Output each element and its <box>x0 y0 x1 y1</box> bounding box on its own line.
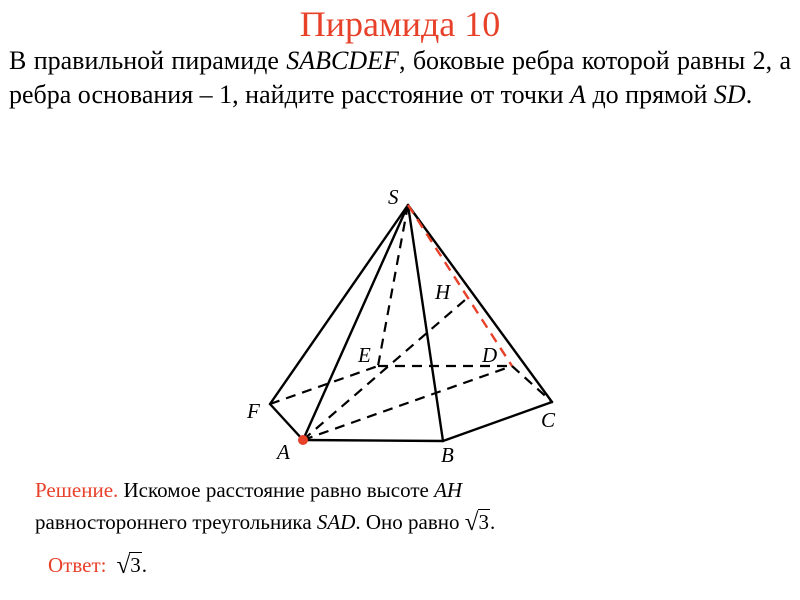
problem-text-4: . <box>745 80 753 109</box>
edge-fa <box>270 404 303 440</box>
label-e: E <box>358 343 371 367</box>
edge-sa <box>303 205 408 440</box>
height-ah: AH <box>434 478 463 502</box>
edge-se-hidden <box>378 205 408 366</box>
solution-text-4: . <box>490 510 496 534</box>
radicand: 3 <box>478 510 490 534</box>
answer-line <box>48 550 147 581</box>
segment-ad-hidden <box>303 366 512 440</box>
edge-sd-highlight <box>408 205 512 366</box>
answer-sqrt <box>116 550 141 581</box>
answer-label: Ответ: <box>48 553 107 577</box>
answer-radicand: 3 <box>130 553 141 577</box>
label-d: D <box>482 343 498 367</box>
answer-radical-sign: √ <box>116 552 131 579</box>
point-name: A <box>570 80 586 109</box>
solution-text <box>35 474 655 539</box>
solution-heading: Решение. <box>35 478 119 502</box>
radical-sign: √ <box>464 509 479 536</box>
slide-title: Пирамида 10 <box>299 4 501 44</box>
label-a: A <box>277 440 290 464</box>
sqrt-value <box>465 506 490 539</box>
edge-fe-hidden <box>270 366 378 404</box>
label-h: H <box>435 280 451 304</box>
label-c: C <box>541 408 556 432</box>
point-a-marker <box>298 435 308 445</box>
edge-dc-hidden <box>512 366 552 402</box>
solution-text-3: . Оно равно <box>355 510 465 534</box>
edge-bc <box>443 402 552 441</box>
solution-text-1: Искомое расстояние равно высоте <box>118 478 435 502</box>
edge-sf <box>270 205 408 404</box>
edge-sc <box>408 205 552 402</box>
line-name: SD <box>713 80 746 109</box>
problem-text-3: до прямой <box>585 80 714 109</box>
label-b: B <box>441 443 454 467</box>
pyramid-name: SABCDEF <box>286 46 399 75</box>
edge-ab <box>303 440 443 441</box>
problem-text-2: , боковые ребра которой равны 2, а ребра основания – 1, найдите расстояние от точки <box>9 46 791 109</box>
triangle-sad: SAD <box>316 510 356 534</box>
answer-end: . <box>141 553 147 577</box>
solution-text-2: равностороннего треугольника <box>35 510 317 534</box>
label-s: S <box>388 185 399 209</box>
label-f: F <box>247 399 260 423</box>
problem-text-1: В правильной пирамиде <box>9 46 287 75</box>
